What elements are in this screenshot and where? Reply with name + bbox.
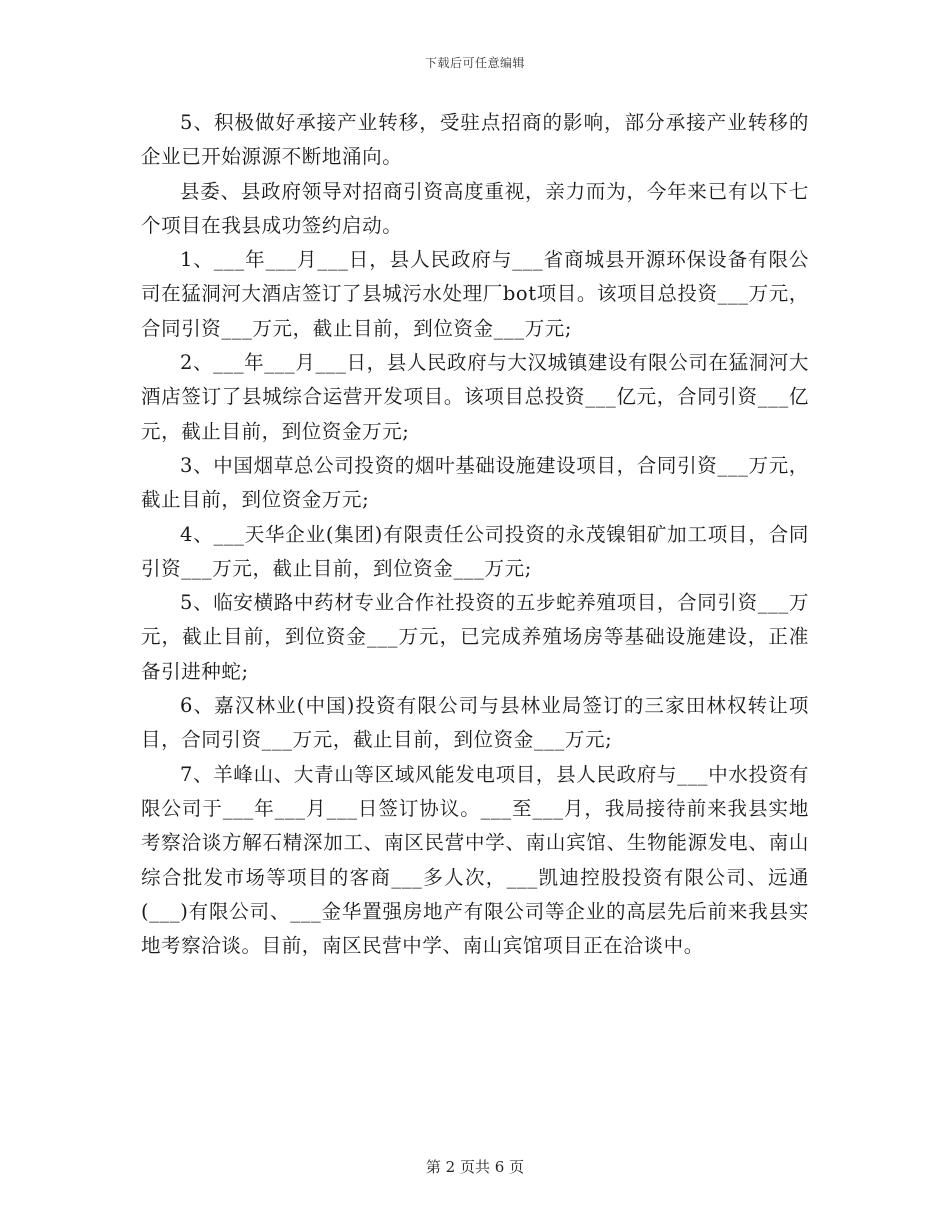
page-header: 下载后可任意编辑 (424, 56, 525, 70)
paragraph-project-3: 3、中国烟草总公司投资的烟叶基础设施建设项目，合同引资___万元，截止目前，到位资金万元; (141, 453, 809, 512)
paragraph-intro-projects: 县委、县政府领导对招商引资高度重视，亲力而为，今年来已有以下七个项目在我县成功签约启动。 (141, 179, 809, 237)
paragraph-project-1: 1、___年___月___日，县人民政府与___省商城县开源环保设备有限公司在猛洞河大酒店签订了县城污水处理厂bot项目。该项目总投资___万元，合同引资___万元，截止目前，到位资金___万元; (141, 248, 809, 340)
document-body (141, 106, 809, 963)
paragraph-project-5: 5、临安横路中药材专业合作社投资的五步蛇养殖项目，合同引资___万元，截止目前，到位资金___万元，已完成养殖场房等基础设施建设，正准备引进种蛇; (141, 591, 809, 683)
paragraph-project-2: 2、___年___月___日，县人民政府与大汉城镇建设有限公司在猛洞河大酒店签订了县城综合运营开发项目。该项目总投资___亿元，合同引资___亿元，截止目前，到位资金万元; (141, 351, 809, 443)
paragraph-item-5-transfer: 5、积极做好承接产业转移，受驻点招商的影响，部分承接产业转移的企业已开始源源不断地涌向。 (141, 111, 809, 169)
paragraph-project-7: 7、羊峰山、大青山等区域风能发电项目，县人民政府与___中水投资有限公司于___年___月___日签订协议。___至___月，我局接待前来我县实地考察洽谈方解石精深加工、南区民营中学、南山宾馆、生物能源发电、南山综合批发市场等项目的客商___多人次，___凯迪控股投资有限公司、远通(___)有限公司、___金华置强房地产有限公司等企业的高层先后前来我县实地考察洽谈。目前，南区民营中学、南山宾馆项目正在洽谈中。 (141, 762, 809, 958)
paragraph-project-6: 6、嘉汉林业(中国)投资有限公司与县林业局签订的三家田林权转让项目，合同引资___万元，截止目前，到位资金___万元; (141, 694, 809, 752)
paragraph-project-4: 4、___天华企业(集团)有限责任公司投资的永茂镍钼矿加工项目，合同引资___万元，截止目前，到位资金___万元; (141, 522, 809, 580)
page-number: 第 2 页共 6 页 (425, 1158, 525, 1176)
